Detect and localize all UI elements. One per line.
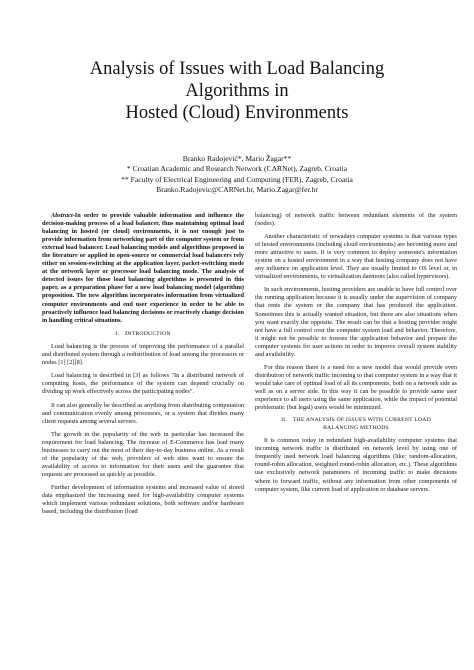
affiliation-carnet: * Croatian Academic and Research Network (CARNet), Zagreb, Croatia <box>126 164 348 174</box>
left-column <box>42 212 244 521</box>
section-title-line-1: THE ANALYSIS OF ISSUES WITH CURRENT LOAD <box>292 417 431 424</box>
intro-paragraph-3: It can also generally be described as anything from distributing computation and communication evenly among processors, or a system that divides many client requests among several servers. <box>42 401 244 425</box>
intro-paragraph-5: Further development of information systems and increased value of stored data emphasized the increasing need for high-availability computer systems which implement various redundant solutions, both software and/or hardware based, including the distribution (load <box>42 483 244 516</box>
abstract-text: In order to provide valuable information and influence the decision-making process of a load balancer, thus maintaining optimal load balancing in hosted (or cloud) environments, it is not enough just to provide information from networking part of the computer system or from external load balancer. Load balancing models and algorithms proposed in the literature or applied in open-source or commercial load balancers rely either on session-switching at the application layer, packet-switching mode at the network layer or processor load balancing mode. The analysis of detected issues for those load balancing algorithms is presented in this paper, as a preparation phase for a new load balancing model (algorithm) proposition. The new algorithm incorporates information from virtualized computer environments and end user experience in order to be able to proactively influence load balancing decisions or reactively change decision in handling critical situations. <box>42 212 244 324</box>
right-column <box>255 212 457 499</box>
abstract <box>42 212 244 325</box>
affiliation-fer: ** Faculty of Electrical Engineering and Computing (FER), Zagreb, Croatia <box>121 174 353 184</box>
abstract-label: Abstract- <box>51 212 75 219</box>
intro-paragraph-2: Load balancing is described in [3] as follows "In a distributed network of computing hosts, the performance of the system can depend crucially on dividing up work effectively across the participating nodes". <box>42 372 244 396</box>
section-number: II. <box>281 417 287 424</box>
intro-paragraph-5-continued: balancing) of network traffic between redundant elements of the system (nodes). <box>255 212 457 228</box>
paper-title <box>40 58 434 124</box>
section-heading-introduction <box>42 330 244 339</box>
section-title-line-2: BALANCING METHODS <box>323 424 389 431</box>
intro-paragraph-1: Load balancing is the process of improving the performance of a parallel and distributed system through a redistribution of load among the processors or nodes [1] [2][8]. <box>42 343 244 367</box>
title-line-2: Algorithms in <box>185 81 289 101</box>
author-block <box>40 154 434 195</box>
intro-paragraph-8: For this reason there is a need for a new model that would provide even distribution of network traffic incoming to that computer system in a way that it would take care of optimal load of all its components, both on a network side as well as on a server side. In this way it can be possible to provide same user experience to all users using the same application, while the impact of potential problematic (but legal) users would be minimized. <box>255 363 457 412</box>
title-line-1: Analysis of Issues with Load Balancing <box>89 59 385 79</box>
author-names: Branko Radojević*, Mario Žagar** <box>182 154 292 163</box>
author-emails: Branko.Radojevic@CARNet.hr, Mario.Zagar@fer.hr <box>156 184 318 194</box>
intro-paragraph-6: Another characteristic of nowadays computer systems is that various types of hosted environments (including cloud environments) are becoming more and more attractive to users. It is very common to deploy someone's information system on a hosted environment in a way that hosting company does not have any influence on application level. They are usually limited to OS level or, in virtualized environments, to virtualization daemons (also called hypervisors). <box>255 233 457 281</box>
intro-paragraph-4: The growth in the popularity of the web in particular has increased the requirement for load balancing. The increase of E-Commerce has lead many businesses to carry out the most of their day-to-day business online. As a result of the popularity of the web, providers of web sites want to ensure the availability of access to information for their users and the guarantee that requests are processed as quickly as possible. <box>42 430 244 478</box>
analysis-paragraph-1: It is common today in redundant high-availability computer systems that incoming network traffic is distributed on network level by using one of frequently used network load balancing algorithms (like: random-allocation, round-robin allocation, weighted round-robin allocation, etc.). These algorithms use exclusively network parameters of incoming traffic to make decisions where to forward traffic, without any information from other components of computer system, like current load of application or database servers. <box>255 437 457 493</box>
section-heading-analysis <box>255 417 457 432</box>
title-line-3: Hosted (Cloud) Environments <box>125 103 349 123</box>
section-number: I. <box>115 330 120 337</box>
section-initial: I <box>125 329 128 337</box>
intro-paragraph-7: In such environments, hosting providers are unable to have full control over the running application because it is usually under the supervision of company that rents the system or the company that has produced the application. Sometimes this is actually wanted situation, but there are also situations when you want exactly the opposite. The result can be that a hosting provider might not have a full control over the computer system load and behavior. Therefore, it might not be possible to foresee the application behavior and prepare the computer systems for user actions in order to improve overall system stability and availability. <box>255 286 457 358</box>
section-title-rest: NTRODUCTION <box>127 330 171 337</box>
